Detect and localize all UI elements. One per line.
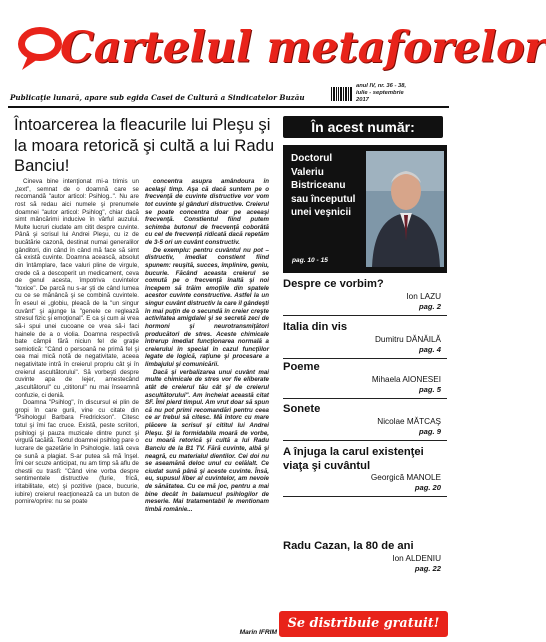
issue-info [356,83,448,105]
toc-item[interactable] [283,278,447,316]
toc-author: Ion ALDENIU [392,553,441,563]
toc-title: Poeme [283,361,320,373]
feature-pages: pag. 10 - 15 [292,257,328,264]
in-this-issue-heading: În acest număr: [283,116,443,138]
toc-title: Italia din vis [283,321,348,333]
article-paragraph: Dacă şi verbalizarea unui cuvânt mai multe chimicale de stres vor fie eliberate atât de creierul tău cât şi de creierul ascultătorului". Am încheiat această citat SF. Îmi pierd timpul. Am vrut doar să spun că nu pot primi recomandări pentru ceea ce ar trebui să citesc. Mă întorc cu mare plăcere la scrisul şi cititul lui Andrei Pleşu. Şi la formidabila moară de vorbe, cu moară retorică şi cultă a lui Radu Banciu de la B1 TV. Fără cuvinte, albă şi neagră, cu materialul dientilor. Cei doi nu se aseamănă deloc unul cu celălalt. Ce ciudat sună până şi aceste cuvinte. Însă, eu, supusul liber al cuvintelor, am nevoie de sănătatea. Cu ce mă joc, pentru a mai bine decât în balamucul psihlogilor de meserie. Mai tratamentabil le mentionam timbă românie... [145,368,269,513]
article-paragraph: Doamna "Psihlog", în discursul ei plin de gropi în care gurii, vine cu citate din "Psihologul Barbara Fredrickson". Citesc totul şi îmi fac cruce. Există, peste scriitori, psihlogi şi pauza muzicale dintre punct şi virgulă tacăită. Textul doamnei psihlog pare o lucrare de gazetărie în Psihologie. Iată ceva ce sună a plagiat. S-ar putea să mă înşel. Îmi cer scuze anticipat, nu am timp să aflu de chestii cu trasfi: "Când vine vorba despre sentimentele distructive (furie, frică, iritabilitate, etc) şi pozitive (pace, bucurie, iubire) creierul reacţionează ca un buton de pornire/oprire: nu se poate [15,399,139,506]
toc-item[interactable] [283,446,447,497]
article-paragraph: concentra asupra amândoura în acelaşi timp. Aşa că dacă suntem pe o frecvenţă de cuvinte distructive vor vom tot cuvinte şi gânduri distructive. Creierul se poate concentra doar pe aceeaşi frecvenţă. Constientul fiind putem schimba butonul de frecvenţă coborâtă cu cel de frecvenţă ridicată dacă repetăm de 3-5 ori un cuvânt constructiv. [145,178,269,246]
toc-author: Nicolae MĂTCAŞ [377,416,441,426]
barcode-icon [330,86,354,102]
toc-divider [283,496,447,497]
article-paragraph: De exemplu: pentru cuvântul nu pot – distructiv, imediat constient fiind spunem: reuşită, succes, împlinire, geniu, bucurie. Făcând aceasta creierul se comută pe o frecvenţă înaltă şi noi începem să trăim emoţiile din spatele acestor cuvinte constructive. Astfel la un singur cuvânt distructiv la care îl gândeşti în mai puţin de o secundă în creier creşte activitatea amigdalei şi se secretă zeci de hormoni şi neurotransmiţători producători de stres. Aceste chimicale întrerup imediat funcţionarea normală a creierului în special în cazul funcţiilor legate de logică, raţiune şi procesare a limbajului şi comunicării. [145,246,269,368]
toc-divider [283,358,447,359]
toc-item[interactable] [283,361,447,399]
masthead [8,18,546,80]
toc-page: pag. 9 [419,426,441,436]
toc-author: Georgică MANOLE [370,473,441,482]
toc-title: Radu Cazan, la 80 de ani [283,540,414,552]
article-author: Marin IFRIM [239,629,277,636]
tagline: Publicaţie lunară, apare sub egida Casei de Cultură a Sindicatelor Buzău [10,93,305,102]
article-title: Întoarcerea la fleacurile lui Pleşu şi la moara retorică şi cultă a lui Radu Banciu! [14,115,275,175]
toc-divider [283,315,447,316]
feature-box[interactable] [283,145,447,273]
issue-number: anul IV, nr. 36 - 38, [356,83,407,89]
article-column-2 [145,178,269,623]
toc-author: Ion LAZU [406,291,441,301]
header-divider [8,106,449,108]
issue-months: iulie - septembrie [356,90,404,97]
toc-author: Dumitru DĂNĂILĂ [375,334,441,344]
toc-title: A înjuga la carul existenţei viaţa şi cuvântul [283,446,424,472]
toc-title: Sonete [283,403,321,415]
toc-item[interactable] [283,540,447,574]
toc-page: pag. 22 [414,563,441,573]
portrait-photo [366,151,444,267]
toc-page: pag. 2 [419,301,441,311]
toc-divider [283,398,447,399]
magazine-title: Cartelul metaforelor [60,23,546,73]
article-paragraph: Cineva bine intenţionat mi-a trimis un „text”, semnat de o doamnă care se recomandă "autor articol: Psihlog..". Nu are rost să redau aici numele şi prenumele doamnei "autor articol: Psihlog", chiar dacă simt mâncărimi inducive în vârful auzului. Multe lucruri ciudate am citit despre cuvinte. Până şi scrisul lui Andrei Pleşu, cu iz de bucătărie cazonă, destinat numai generalilor gânditori, din când în când mă face să simt că există cuvinte. Doamna acească, absolut din întâmplare, face valuri pline de virgule, crede că a descoperit un medicament, ceva de genul acesta, împotriva cuvintelor "toxice". De parcă nu s-ar şti de când lumea cu ce se mănâncă şi se combină cuvintele. În eseul ei „globiu, pleacă de la "un singur cuvânt" şi ajunge la "genele ce reglează stresul fizic şi emoţional". E ca şi cum ai vrea să-i spui unei cucoane ce vrea să-i faci hainele de a o violia. Doamna respectivă bate câmpii fără niciun fel de graţie semiotică: "Când o persoană ne primă fel şi cea mai mică notă de negativitate, aceea negativitate intră în creierul propriu cât şi în creierul ascultătorului". Să vorbeşti despre cuvinte apa de lejer, amestecând „ascultătorul" cu „cititorul" nu mai înseamnă confuzie, ci deniă. [15,178,139,399]
speech-bubble-logo-icon [14,22,66,74]
free-distribution-banner: Se distribuie gratuit! [279,611,448,637]
toc-author: Mihaela AIONESEI [371,374,441,384]
issue-year: 2017 [356,97,369,104]
toc-page: pag. 20 [414,483,441,492]
feature-title: Doctorul Valeriu Bistriceanu sau începutul unei veşnicii [291,153,356,218]
article-column-1 [15,178,139,623]
toc-page: pag. 4 [419,344,441,354]
toc-page: pag. 5 [419,384,441,394]
toc-title: Despre ce vorbim? [283,278,384,290]
toc-item[interactable] [283,321,447,359]
toc-divider [283,440,447,441]
toc-item[interactable] [283,403,447,441]
